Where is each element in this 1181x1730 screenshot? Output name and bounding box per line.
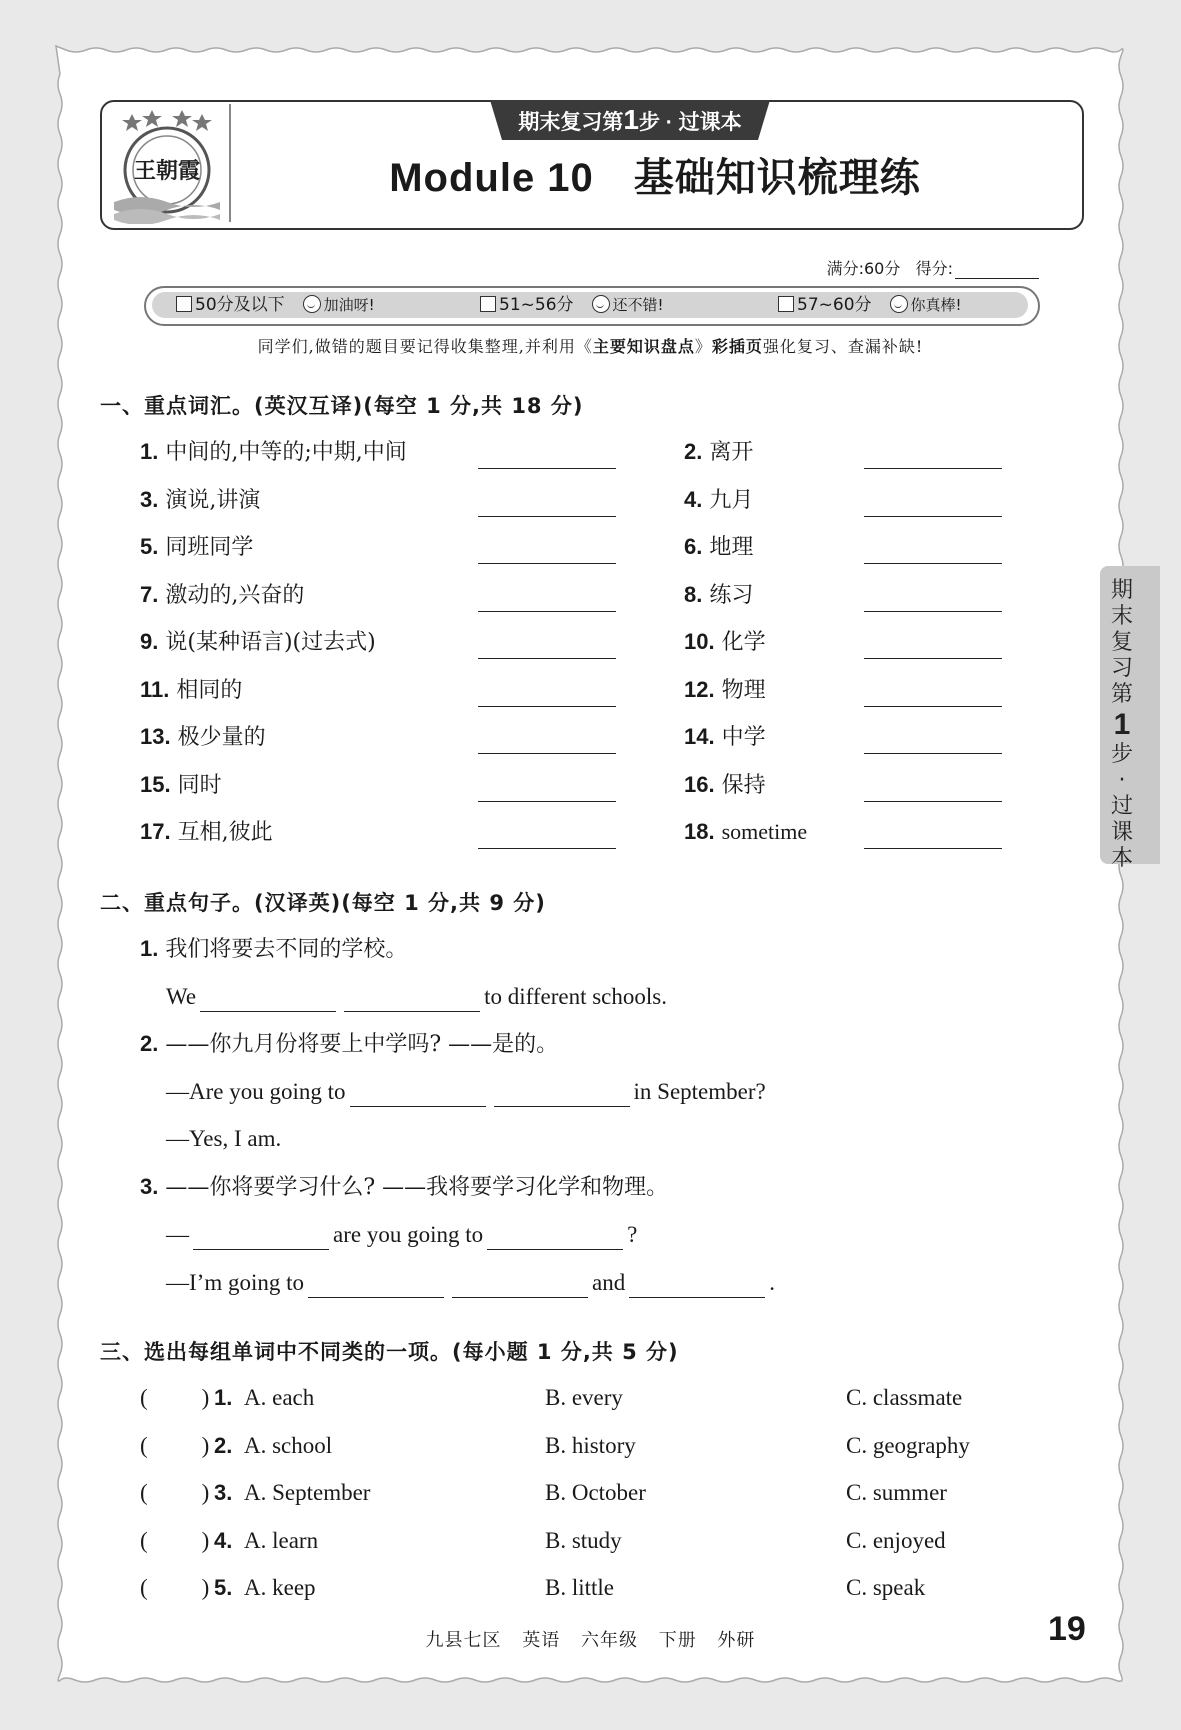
vocab-number: 12. <box>684 676 715 702</box>
vocab-prompt: 九月 <box>709 487 754 513</box>
vocab-prompt: 相同的 <box>176 677 243 703</box>
vocab-item <box>140 485 260 516</box>
answer-paren[interactable]: ( ) <box>140 1385 210 1410</box>
score-line: 满分:60分 得分: <box>827 256 1039 279</box>
vocab-prompt: 离开 <box>709 440 754 465</box>
footer-text: 九县七区 英语 六年级 下册 外研 <box>425 1630 756 1651</box>
vocab-item <box>684 770 766 801</box>
vocab-item <box>140 627 376 658</box>
vocab-prompt: 中间的,中等的;中期,中间 <box>165 440 407 465</box>
vocab-number: 1. <box>140 439 159 464</box>
smiley-icon <box>592 295 610 313</box>
choice-option-c: C. classmate <box>846 1385 963 1410</box>
answer-blank[interactable] <box>487 1227 623 1250</box>
sentence-answer-2: —Are you going to in September? <box>166 1077 766 1107</box>
vocab-prompt: 极少量的 <box>177 725 266 750</box>
side-tab-text: 期 末 复 习 第 1 步 · 过 课 本 <box>1102 578 1142 872</box>
vocab-number: 2. <box>684 439 703 464</box>
score-blank[interactable] <box>955 264 1039 279</box>
vocab-prompt: 激动的,兴奋的 <box>165 582 305 608</box>
vocab-answer-blank[interactable] <box>864 753 1002 754</box>
vocab-answer-blank[interactable] <box>478 611 616 612</box>
vocab-answer-blank[interactable] <box>478 563 616 564</box>
choice-option-c: C. speak <box>846 1575 926 1600</box>
checkbox-icon[interactable] <box>778 296 794 312</box>
rating-option[interactable]: 57~60分 你真棒! <box>778 292 962 318</box>
choice-option-b: B. little <box>545 1575 614 1600</box>
vocab-answer-blank[interactable] <box>864 468 1002 469</box>
side-tab-label: 期 末 复 习 第 <box>1110 578 1133 707</box>
vocab-item <box>140 532 253 563</box>
answer-blank[interactable] <box>452 1275 588 1298</box>
vocab-number: 16. <box>684 771 715 797</box>
choice-option-a: A. each <box>244 1385 315 1410</box>
vocab-item <box>684 675 766 706</box>
vocab-answer-blank[interactable] <box>864 516 1002 517</box>
side-tab-label: 步 · 过 课 本 <box>1110 742 1133 871</box>
choice-number: 5. <box>214 1575 233 1600</box>
choice-option-a: A. keep <box>244 1575 316 1600</box>
vocab-prompt: 互相,彼此 <box>177 820 273 845</box>
sentence-question-1: 1. 我们将要去不同的学校。 <box>140 936 408 962</box>
choice-option-b: B. October <box>545 1480 646 1505</box>
choice-number: 4. <box>214 1527 233 1553</box>
rating-option[interactable]: 50分及以下 加油呀! <box>176 292 375 318</box>
vocab-item <box>684 627 766 658</box>
vocab-number: 11. <box>140 676 170 702</box>
vocab-number: 4. <box>684 486 703 512</box>
vocab-number: 17. <box>140 819 171 844</box>
choice-number: 3. <box>214 1480 233 1505</box>
vocab-item <box>684 437 753 468</box>
page-number: 19 <box>1048 1610 1086 1648</box>
vocab-item <box>140 817 273 848</box>
vocab-number: 9. <box>140 629 159 654</box>
vocab-prompt: 地理 <box>709 535 754 560</box>
vocab-prompt: 化学 <box>721 630 766 655</box>
choice-option-c: C. enjoyed <box>846 1527 946 1553</box>
vocab-item <box>684 722 766 753</box>
answer-blank[interactable] <box>629 1275 765 1298</box>
answer-blank[interactable] <box>344 989 480 1012</box>
vocab-number: 15. <box>140 771 171 797</box>
vocab-number: 8. <box>684 581 703 607</box>
choice-option-c: C. geography <box>846 1432 970 1458</box>
wangzhaoxia-logo-icon <box>112 106 222 224</box>
choice-option-a: A. learn <box>244 1527 319 1553</box>
step-banner-text: 期末复习第1步 · 过课本 <box>518 104 742 135</box>
vocab-answer-blank[interactable] <box>478 706 616 707</box>
vocab-prompt: 演说,讲演 <box>165 487 261 513</box>
vocab-prompt: 保持 <box>721 772 766 798</box>
checkbox-icon[interactable] <box>176 296 192 312</box>
sentence-question-3: 3. ——你将要学习什么? ——我将要学习化学和物理。 <box>140 1174 669 1200</box>
choice-option-c: C. summer <box>846 1480 947 1505</box>
vocab-answer-blank[interactable] <box>864 848 1002 849</box>
checkbox-icon[interactable] <box>480 296 496 312</box>
answer-paren[interactable]: ( ) <box>140 1480 210 1505</box>
vocab-item <box>140 722 266 753</box>
answer-blank[interactable] <box>350 1084 486 1107</box>
vocab-item <box>140 675 242 706</box>
vocab-item <box>684 532 753 563</box>
vocab-number: 6. <box>684 534 703 559</box>
sentence-answer-3b: —I’m going to and . <box>166 1268 775 1298</box>
vocab-answer-blank[interactable] <box>478 516 616 517</box>
section1-heading: 一、重点词汇。(英汉互译)(每空 1 分,共 18 分) <box>100 394 584 418</box>
vocab-number: 18. <box>684 819 715 844</box>
answer-paren[interactable]: ( ) <box>140 1527 210 1553</box>
vocab-prompt: 练习 <box>709 582 754 608</box>
vocab-number: 14. <box>684 724 715 749</box>
answer-blank[interactable] <box>200 989 336 1012</box>
sentence-answer-1: We to different schools. <box>166 982 667 1012</box>
vocab-item <box>684 580 753 611</box>
sentence-reply-2: —Yes, I am. <box>166 1126 282 1151</box>
vocab-number: 10. <box>684 629 715 654</box>
vocab-item <box>140 770 222 801</box>
sentence-question-2: 2. ——你九月份将要上中学吗? ——是的。 <box>140 1031 559 1057</box>
vocab-prompt: 中学 <box>721 725 766 750</box>
section2-heading: 二、重点句子。(汉译英)(每空 1 分,共 9 分) <box>100 891 546 915</box>
vocab-answer-blank[interactable] <box>864 706 1002 707</box>
vocab-number: 13. <box>140 724 171 749</box>
vocab-prompt: sometime <box>721 819 808 844</box>
smiley-icon <box>890 295 908 313</box>
choice-option-b: B. history <box>545 1432 636 1458</box>
smiley-icon <box>303 295 321 313</box>
choice-option-a: A. September <box>244 1480 371 1505</box>
vocab-answer-blank[interactable] <box>864 658 1002 659</box>
answer-blank[interactable] <box>494 1084 630 1107</box>
vocab-item <box>140 580 304 611</box>
vocab-answer-blank[interactable] <box>864 801 1002 802</box>
vocab-answer-blank[interactable] <box>478 753 616 754</box>
choice-number: 2. <box>214 1432 233 1458</box>
choice-option-b: B. study <box>545 1527 622 1553</box>
vocab-answer-blank[interactable] <box>478 658 616 659</box>
vocab-answer-blank[interactable] <box>864 611 1002 612</box>
answer-paren[interactable]: ( ) <box>140 1432 210 1458</box>
vocab-number: 5. <box>140 534 159 559</box>
answer-paren[interactable]: ( ) <box>140 1575 210 1600</box>
vocab-item <box>684 817 807 848</box>
vocab-number: 7. <box>140 581 159 607</box>
vocab-answer-blank[interactable] <box>864 563 1002 564</box>
vocab-prompt: 同时 <box>177 772 222 798</box>
vocab-answer-blank[interactable] <box>478 848 616 849</box>
choice-number: 1. <box>214 1385 233 1410</box>
vocab-answer-blank[interactable] <box>478 801 616 802</box>
vocab-number: 3. <box>140 486 159 512</box>
rating-option[interactable]: 51~56分 还不错! <box>480 292 664 318</box>
vocab-prompt: 说(某种语言)(过去式) <box>165 630 376 655</box>
sentence-answer-3a: — are you going to ? <box>166 1220 637 1250</box>
answer-blank[interactable] <box>308 1275 444 1298</box>
vocab-prompt: 物理 <box>721 677 766 703</box>
vocab-item <box>684 485 753 516</box>
page-title: Module 10 基础知识梳理练 <box>389 155 921 201</box>
svg-text:王朝霞: 王朝霞 <box>133 158 201 184</box>
choice-option-b: B. every <box>545 1385 623 1410</box>
vocab-answer-blank[interactable] <box>478 468 616 469</box>
vocab-item <box>140 437 407 468</box>
section3-heading: 三、选出每组单词中不同类的一项。(每小题 1 分,共 5 分) <box>100 1340 679 1364</box>
vocab-prompt: 同班同学 <box>165 535 254 560</box>
answer-blank[interactable] <box>193 1227 329 1250</box>
choice-option-a: A. school <box>244 1432 333 1458</box>
study-tip: 同学们,做错的题目要记得收集整理,并利用《主要知识盘点》彩插页强化复习、查漏补缺! <box>257 337 924 356</box>
